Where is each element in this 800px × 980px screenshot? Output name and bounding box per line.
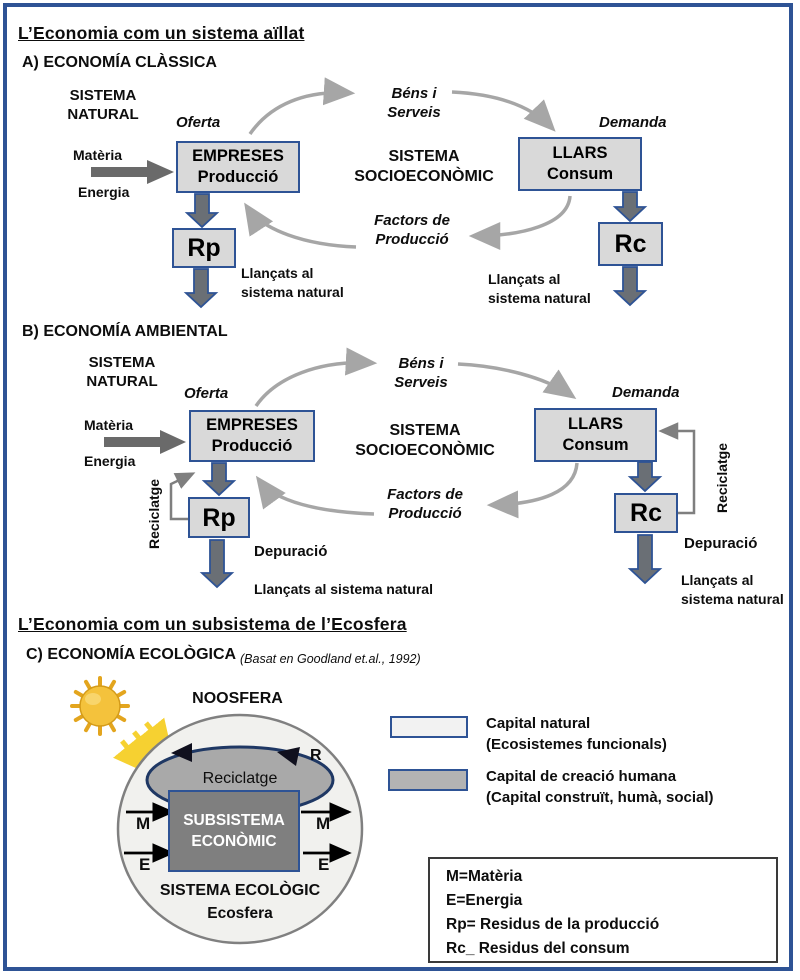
socio-b-line1: SISTEMA <box>389 422 461 439</box>
sistema-natural-b-line2: NATURAL <box>86 373 158 390</box>
socio-a-line2: SOCIOECONÒMIC <box>354 168 494 185</box>
legend-natural-line2: (Ecosistemes funcionals) <box>486 736 667 753</box>
demanda-label-b: Demanda <box>612 384 680 401</box>
block-arrow-empreses-rp-b <box>204 463 234 495</box>
definition-e: E=Energia <box>446 892 523 909</box>
sistema-natural-a-line2: NATURAL <box>67 106 139 123</box>
definition-m: M=Matèria <box>446 868 523 885</box>
factors-b-line1: Factors de <box>387 486 463 503</box>
heading-c-source: (Basat en Goodland et.al., 1992) <box>240 652 421 666</box>
waste-label-right-a <box>488 270 591 308</box>
m-in-label: M <box>136 814 151 833</box>
definitions-box <box>428 857 778 963</box>
block-arrow-rp-out-b <box>202 540 232 587</box>
e-out-label: E <box>318 855 330 874</box>
curve-empreses-bens-a <box>250 93 350 134</box>
rp-b-text: Rp <box>202 503 236 532</box>
legend-label-natural <box>486 713 667 755</box>
empreses-a-line1: EMPRESES <box>192 147 284 165</box>
subsistema-line2: ECONÒMIC <box>191 833 277 850</box>
empreses-box-b <box>189 410 315 462</box>
bens-b-line1: Béns i <box>398 355 444 372</box>
subsistema-line1: SUBSISTEMA <box>183 812 285 829</box>
r-label-c: R <box>310 747 322 764</box>
waste-left-a-line1: Llançats al <box>241 265 314 281</box>
empreses-b-line1: EMPRESES <box>206 416 298 434</box>
legend-natural-line1: Capital natural <box>486 715 591 732</box>
demanda-label-a: Demanda <box>599 114 667 131</box>
llars-box-a <box>518 137 642 191</box>
block-arrow-rc-out-b <box>630 535 660 583</box>
materia-label-a: Matèria <box>73 147 123 163</box>
depuracio-label-left-b: Depuració <box>254 543 328 560</box>
sistema-natural-a-line1: SISTEMA <box>69 87 137 104</box>
factors-a-line1: Factors de <box>374 212 450 229</box>
rc-box-b <box>614 493 678 533</box>
heading-a: A) ECONOMÍA CLÀSSICA <box>22 54 217 71</box>
sistema-natural-b-line1: SISTEMA <box>88 354 156 371</box>
m-out-label: M <box>316 814 331 833</box>
oferta-label-a: Oferta <box>176 114 221 131</box>
reciclatge-label-left-b: Reciclatge <box>146 478 162 550</box>
legend-label-human <box>486 766 714 808</box>
socio-a-line1: SISTEMA <box>388 148 460 165</box>
llars-b-line1: LLARS <box>568 415 623 433</box>
curve-serveis-llars-b <box>458 364 572 396</box>
heading-c: C) ECONOMÍA ECOLÒGICA <box>26 646 237 663</box>
bens-a-line2: Serveis <box>387 104 441 121</box>
legend-human-line1: Capital de creació humana <box>486 768 677 785</box>
factors-label-a <box>362 211 462 249</box>
block-arrow-rc-out-a <box>615 267 645 305</box>
rc-box-a <box>598 222 663 266</box>
curve-factors-empreses-b <box>259 480 374 514</box>
factors-a-line2: Producció <box>375 231 449 248</box>
materia-label-b: Matèria <box>84 417 134 433</box>
definition-rc: Rc_ Residus del consum <box>446 940 630 957</box>
factors-b-line2: Producció <box>388 505 462 522</box>
block-arrow-llars-rc-b <box>630 462 660 491</box>
noosfera-label: NOOSFERA <box>192 690 283 707</box>
rp-a-text: Rp <box>187 234 221 262</box>
waste-right-b-line2: sistema natural <box>681 591 784 607</box>
ecosfera-label: Ecosfera <box>207 905 273 922</box>
block-arrow-rp-out-a <box>186 269 216 307</box>
socio-b-line2: SOCIOECONÒMIC <box>355 442 495 459</box>
bens-a-line1: Béns i <box>391 85 437 102</box>
title-subsystem: L’Economia com un subsistema de l’Ecosfera <box>18 614 407 634</box>
curve-factors-empreses-a <box>247 207 356 247</box>
legend-swatch-natural <box>390 716 468 738</box>
energia-label-b: Energia <box>84 453 136 469</box>
e-in-label: E <box>139 855 151 874</box>
definition-rp: Rp= Residus de la producció <box>446 916 660 933</box>
subsistema-economic-box <box>168 790 300 872</box>
legend-swatch-human <box>388 769 468 791</box>
rc-b-text: Rc <box>630 499 662 527</box>
bens-b-line2: Serveis <box>394 374 448 391</box>
bens-serveis-label-a <box>374 84 454 122</box>
curve-empreses-bens-b <box>256 363 372 406</box>
reciclatge-label-right-b: Reciclatge <box>714 442 730 514</box>
waste-right-a-line2: sistema natural <box>488 290 591 306</box>
factors-label-b <box>375 485 475 523</box>
llars-box-b <box>534 408 657 462</box>
oferta-label-b: Oferta <box>184 385 229 402</box>
sistema-natural-b <box>82 353 162 391</box>
sistema-natural-a <box>63 86 143 124</box>
reciclatge-label-c: Reciclatge <box>202 770 278 787</box>
waste-left-a-line2: sistema natural <box>241 284 344 300</box>
block-arrow-empreses-rp-a <box>187 194 217 227</box>
llars-a-line1: LLARS <box>552 144 608 162</box>
legend-human-line2: (Capital construït, humà, social) <box>486 789 714 806</box>
empreses-b-line2: Producció <box>211 437 293 455</box>
waste-label-left-a <box>241 264 344 302</box>
waste-label-left-b: Llançats al sistema natural <box>254 581 433 597</box>
depuracio-label-right-b: Depuració <box>684 535 758 552</box>
block-arrow-llars-rc-a <box>615 192 645 221</box>
heading-b: B) ECONOMÍA AMBIENTAL <box>22 323 228 340</box>
sistema-ecologic-label: SISTEMA ECOLÒGIC <box>159 882 321 899</box>
bens-serveis-label-b <box>381 354 461 392</box>
empreses-a-line2: Producció <box>197 168 279 186</box>
rc-a-text: Rc <box>614 230 647 258</box>
curve-llars-factors-b <box>492 463 577 505</box>
sun-icon <box>72 678 128 734</box>
title-isolated-system: L’Economia com un sistema aïllat <box>18 23 305 43</box>
llars-a-line2: Consum <box>547 165 613 183</box>
waste-right-b-line1: Llançats al <box>681 572 754 588</box>
socioeconomic-label-a <box>354 147 494 187</box>
waste-label-right-b <box>681 571 784 609</box>
curve-llars-factors-a <box>474 196 570 236</box>
waste-right-a-line1: Llançats al <box>488 271 561 287</box>
empreses-box-a <box>176 141 300 193</box>
energia-label-a: Energia <box>78 184 130 200</box>
rp-box-b <box>188 497 250 538</box>
llars-b-line2: Consum <box>562 436 629 454</box>
curve-serveis-llars-a <box>452 92 552 128</box>
socioeconomic-label-b <box>354 421 496 461</box>
rp-box-a <box>172 228 236 268</box>
